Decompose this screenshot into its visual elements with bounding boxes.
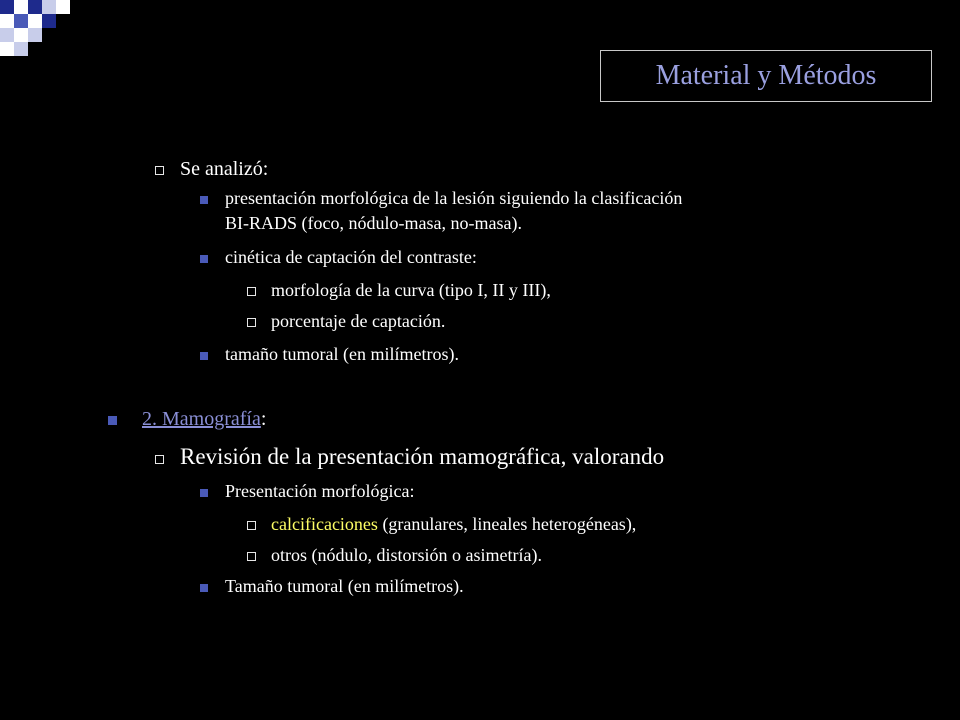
morphology-item-row [200, 188, 682, 209]
calcifications-highlight: calcificaciones [271, 514, 378, 534]
section2-heading-row [108, 408, 266, 431]
presentation-item-row [200, 481, 414, 502]
percent-subitem-row [247, 311, 445, 332]
corner-decoration [0, 0, 80, 60]
kinetics-item: cinética de captación del contraste: [225, 247, 477, 267]
section1-heading: Se analizó: [180, 158, 269, 180]
presentation-item: Presentación morfológica: [225, 481, 415, 501]
section1-heading-row [155, 158, 268, 181]
filled-square-bullet-icon [200, 352, 208, 360]
tumor-size-item-row [200, 576, 464, 597]
morphology-item-line2-row [225, 213, 522, 234]
hollow-square-bullet-icon [155, 455, 164, 464]
kinetics-item-row [200, 247, 477, 268]
size-item: tamaño tumoral (en milímetros). [225, 344, 459, 364]
morphology-item-line1: presentación morfológica de la lesión siguiendo la clasificación [225, 188, 683, 208]
filled-square-bullet-icon [200, 196, 208, 204]
percent-subitem: porcentaje de captación. [271, 311, 446, 331]
hollow-square-bullet-icon [247, 318, 256, 327]
curve-subitem: morfología de la curva (tipo I, II y III), [271, 280, 551, 300]
hollow-square-bullet-icon [155, 166, 164, 175]
size-item-row [200, 344, 459, 365]
hollow-square-bullet-icon [247, 521, 256, 530]
section2-heading-colon: : [260, 408, 267, 430]
others-subitem-row [247, 545, 542, 566]
hollow-square-bullet-icon [247, 552, 256, 561]
curve-subitem-row [247, 280, 551, 301]
filled-square-bullet-icon [200, 255, 208, 263]
filled-square-bullet-icon [108, 416, 117, 425]
morphology-item-line2: BI-RADS (foco, nódulo-masa, no-masa). [225, 213, 522, 233]
section2-subheading-row [155, 444, 664, 470]
hollow-square-bullet-icon [247, 287, 256, 296]
mammography-link[interactable]: 2. Mamografía [142, 408, 261, 430]
filled-square-bullet-icon [200, 489, 208, 497]
slide-title: Material y Métodos [600, 50, 932, 102]
tumor-size-item: Tamaño tumoral (en milímetros). [225, 576, 464, 596]
section2-subheading: Revisión de la presentación mamográfica, valorando [180, 444, 665, 469]
filled-square-bullet-icon [200, 584, 208, 592]
others-subitem: otros (nódulo, distorsión o asimetría). [271, 545, 542, 565]
calcifications-subitem-row [247, 514, 636, 535]
calcifications-rest: (granulares, lineales heterogéneas), [377, 514, 637, 534]
